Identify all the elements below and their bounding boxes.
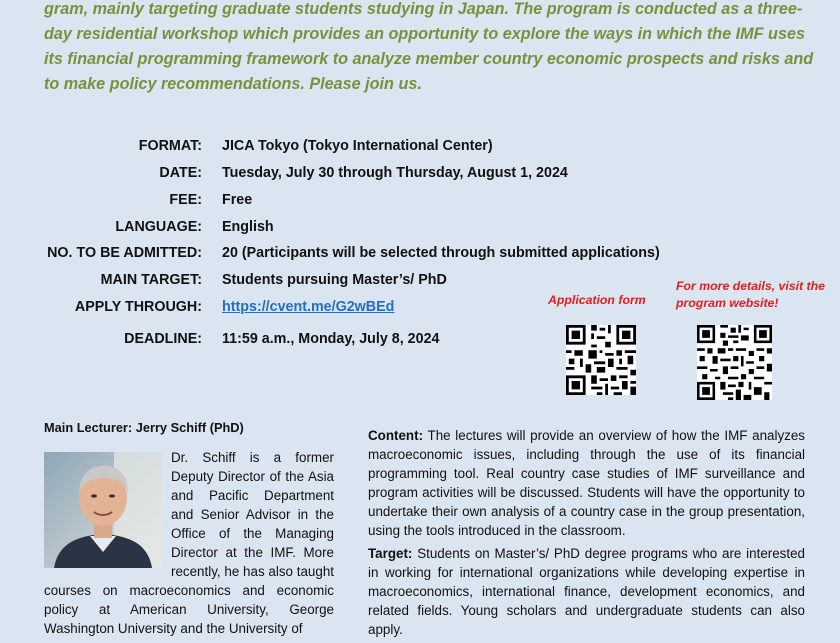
detail-label: FORMAT: <box>138 138 202 154</box>
application-qr-code[interactable] <box>566 325 636 395</box>
website-label-line: program website! <box>676 296 779 310</box>
application-form-label: Application form <box>548 293 646 307</box>
detail-value: English <box>222 219 274 235</box>
detail-value: 20 (Participants will be selected through submitted applications) <box>222 245 660 261</box>
detail-value: Students pursuing Master’s/ PhD <box>222 272 447 288</box>
intro-paragraph <box>44 0 814 97</box>
target-paragraph <box>368 544 805 639</box>
content-text: The lectures will provide an overview of how the IMF analyzes macroeconomic issues, including through the use of its financial programming tool. Real country case studies of IMF surveillance and program activities will be discussed. Students will have the opportunity to undertake their own analysis of a country case in the group presentation, using the tools introduced in the classroom. <box>368 428 805 538</box>
detail-label: DEADLINE: <box>124 331 202 347</box>
detail-label: NO. TO BE ADMITTED: <box>47 245 202 261</box>
intro-line: to make policy recommendations. Please join us. <box>44 75 422 93</box>
detail-label: MAIN TARGET: <box>100 272 202 288</box>
detail-label: APPLY THROUGH: <box>74 299 202 315</box>
content-label: Content: <box>368 428 424 443</box>
detail-value: JICA Tokyo (Tokyo International Center) <box>222 138 493 154</box>
lecturer-bio-text: Dr. Schiff is a former Deputy Director of the Asia and Pacific Department and Senior Advisor in the Office of the Managing Director at the IMF. More recently, he has also taught courses on macroeconomics and economic policy at American University, George Washington University and the University of <box>44 450 334 636</box>
detail-value: Tuesday, July 30 through Thursday, August 1, 2024 <box>222 165 568 181</box>
website-label-line: For more details, visit the <box>676 279 825 293</box>
website-qr-code[interactable] <box>697 325 772 400</box>
apply-link[interactable]: https://cvent.me/G2wBEd <box>222 299 395 315</box>
website-label <box>676 278 825 312</box>
target-label: Target: <box>368 546 413 561</box>
lecturer-bio <box>44 448 334 638</box>
detail-label: FEE: <box>169 192 202 208</box>
detail-label: LANGUAGE: <box>115 219 202 235</box>
program-description <box>368 426 805 643</box>
detail-value: 11:59 a.m., Monday, July 8, 2024 <box>222 331 440 347</box>
intro-line: its financial programming framework to analyze member country economic prospects and risks and <box>44 50 814 68</box>
detail-label: DATE: <box>159 165 202 181</box>
photo-spacer <box>44 448 171 580</box>
detail-value: Free <box>222 192 253 208</box>
lecturer-title: Main Lecturer: Jerry Schiff (PhD) <box>44 420 244 435</box>
target-text: Students on Master’s/ PhD degree programs who are interested in working for international organizations while developing expertise in macroeconomics, international finance, development economics, and related fields. Young scholars and undergraduate students can also apply. <box>368 546 805 637</box>
intro-line: day residential workshop which provides an opportunity to explore the ways in which the IMF uses <box>44 25 805 43</box>
intro-line: gram, mainly targeting graduate students studying in Japan. The program is conducted as a three- <box>44 0 803 18</box>
content-paragraph <box>368 426 805 540</box>
